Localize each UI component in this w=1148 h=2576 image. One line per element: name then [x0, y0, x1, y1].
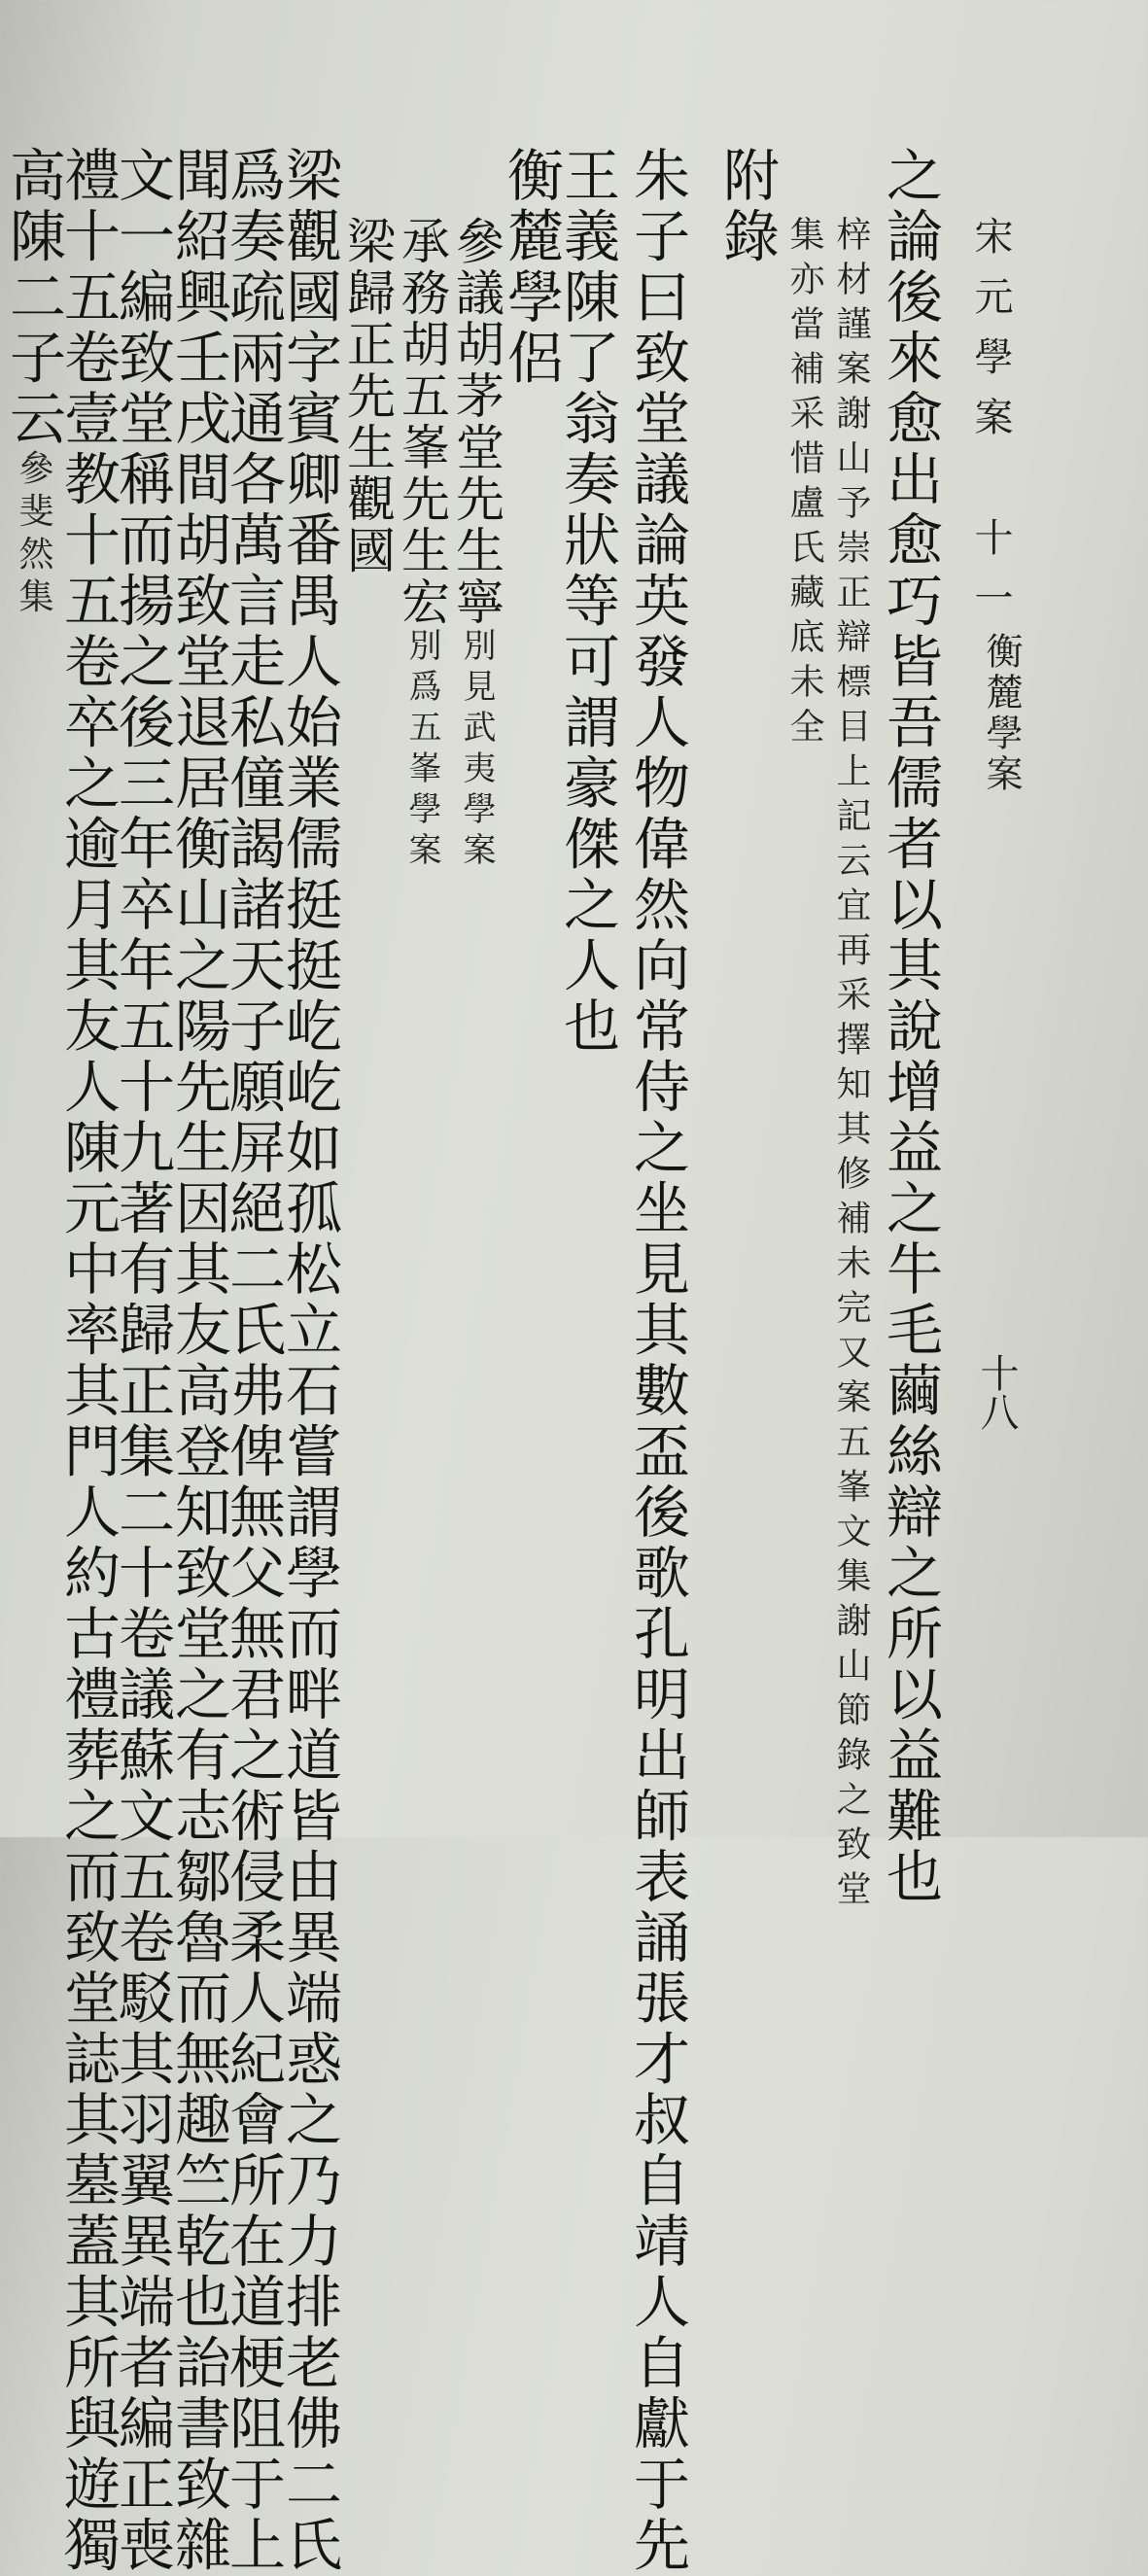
text-column-11: 梁觀國字賓卿番禺人始業儒挺挺屹屹如孤松立石嘗謂學而畔道皆由異端惑之乃力排老佛二氏 [276, 146, 342, 2576]
text-column-13: 聞紹興壬戌間胡致堂退居衡山之陽先生因其友高登知致堂之有志鄒魯而無趣竺乾也詒書致雜 [165, 146, 231, 2576]
entry-hu-wufeng [394, 216, 450, 873]
page-number: 十八 [974, 1353, 1019, 1431]
text-column-6: 王義陳了翁奏狀等可謂豪傑之人也 [554, 146, 620, 1058]
annotation-column-2: 梓材謹案謝山予崇正辯標目上記云宜再采擇知其修補未完又案五峯文集謝山節錄之致堂 [831, 216, 871, 1915]
text-column-1: 之論後來愈出愈巧皆吾儒者以其說增益之牛毛繭絲辯之所以益難也 [877, 146, 943, 1908]
text-column-15: 禮十五卷壹教十五卷卒之逾月其友人陳元中率其門人約古禮葬之而致堂誌其墓蓋其所與遊獨 [54, 146, 121, 2576]
running-title: 宋元學案 十一 [968, 216, 1013, 638]
text-note: 參斐然集 [14, 449, 53, 621]
entry-note: 別爲五峯學案 [402, 628, 441, 873]
appendix-heading: 附錄 [713, 146, 780, 267]
entry-name: 參議胡茅堂先生寧 [448, 216, 504, 628]
text-main: 高陳二子云 [0, 146, 66, 450]
text-column-14: 文一編致堂稱而揚之後三年卒年五十九著有歸正集二十卷議蘇文五卷駁其羽翼異端者編正喪 [109, 146, 175, 2576]
entry-liang-guiguo: 梁歸正先生觀國 [339, 216, 396, 576]
text-column-12: 爲奏疏兩通各萬言走私僮謁諸天子願屏絕二氏弗俾無父無君之術侵柔人紀會所在道梗阻于上 [220, 146, 286, 2576]
annotation-column-3: 集亦當補采惜盧氏藏底未全 [784, 216, 824, 752]
entry-note: 別見武夷學案 [457, 628, 496, 873]
entry-hu-maotang [448, 216, 504, 873]
text-column-5: 朱子曰致堂議論英發人物偉然向常侍之坐見其數盃後歌孔明出師表誦張才叔自靖人自獻于先 [624, 146, 690, 2576]
section-title: 衡麓學案 [980, 632, 1023, 795]
text-column-16 [0, 146, 66, 621]
section-heading-companions: 衡麓學侶 [498, 146, 564, 389]
entry-name: 承務胡五峯先生宏 [394, 216, 450, 628]
